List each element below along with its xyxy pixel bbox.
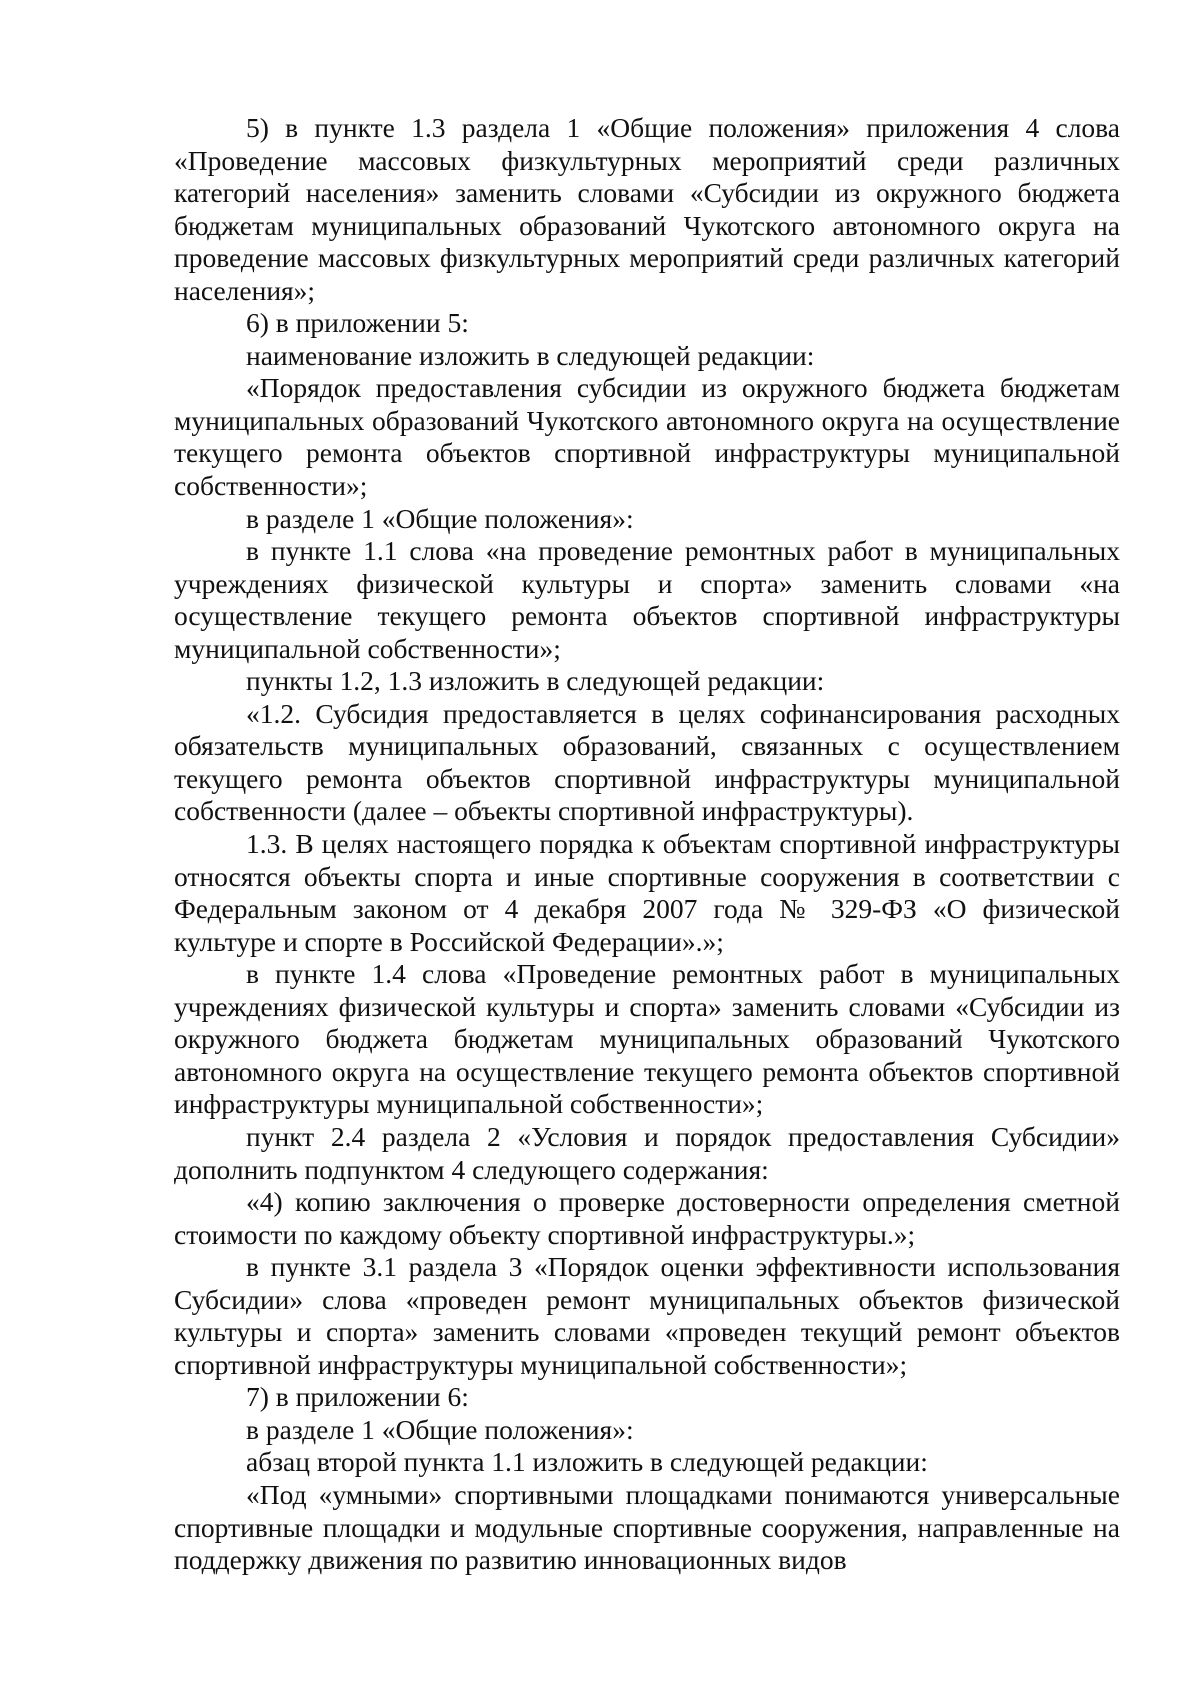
paragraph-item-1-4: в пункте 1.4 слова «Проведение ремонтных работ в муниципальных учреждениях физической культуры и спорта» заменить словами «Субсидии из окружного бюджета бюджетам муниципальных образований Чукотского автономного округа на осуществление текущего ремонта объектов спортивной инфраструктуры муниципальной собственности»; (174, 958, 1120, 1120)
paragraph-item-3-1: в пункте 3.1 раздела 3 «Порядок оценки эффективности использования Субсидии» слова «проведен ремонт муниципальных объектов физической культуры и спорта» заменить словами «проведен текущий ремонт объектов спортивной инфраструктуры муниципальной собственности»; (174, 1251, 1120, 1380)
paragraph-new-name: «Порядок предоставления субсидии из окружного бюджета бюджетам муниципальных образований Чукотского автономного округа на осуществление текущего ремонта объектов спортивной инфраструктуры муниципальной собственности»; (174, 372, 1120, 502)
paragraph-5-appendix-4: 5) в пункте 1.3 раздела 1 «Общие положения» приложения 4 слова «Проведение массовых физкультурных мероприятий среди различных категорий населения» заменить словами «Субсидии из окружного бюджета бюджетам муниципальных образований Чукотского автономного округа на проведение массовых физкультурных мероприятий среди различных категорий населения»; (174, 112, 1120, 306)
paragraph-section-1: в разделе 1 «Общие положения»: (246, 502, 634, 534)
paragraph-smart-playgrounds: «Под «умными» спортивными площадками понимаются универсальные спортивные площадки и модульные спортивные сооружения, направленные на поддержку движения по развитию инновационных видов (174, 1478, 1120, 1576)
paragraph-subitem-4-text: «4) копию заключения о проверке достоверности определения сметной стоимости по каждому объекту спортивной инфраструктуры.»; (174, 1186, 1120, 1250)
paragraph-item-1-3-text: 1.3. В целях настоящего порядка к объектам спортивной инфраструктуры относятся объекты спорта и иные спортивные сооружения в соответствии с Федеральным законом от 4 декабря 2007 года № 329-ФЗ «О физической культуре и спорте в Российской Федерации».»; (174, 828, 1120, 957)
paragraph-item-1-2-text: «1.2. Субсидия предоставляется в целях софинансирования расходных обязательств муниципальных образований, связанных с осуществлением текущего ремонта объектов спортивной инфраструктуры муниципальной собственности (далее – объекты спортивной инфраструктуры). (174, 697, 1120, 827)
paragraph-item-1-1-abzac: абзац второй пункта 1.1 изложить в следующей редакции: (246, 1446, 928, 1478)
paragraph-item-1-1: в пункте 1.1 слова «на проведение ремонтных работ в муниципальных учреждениях физической культуры и спорта» заменить словами «на осуществление текущего ремонта объектов спортивной инфраструктуры муниципальной собственности»; (174, 535, 1120, 664)
paragraph-name-change: наименование изложить в следующей редакции: (246, 339, 815, 371)
paragraph-section-1-appendix-6: в разделе 1 «Общие положения»: (246, 1413, 634, 1445)
document-body (174, 112, 1120, 1577)
paragraph-items-1-2-1-3: пункты 1.2, 1.3 изложить в следующей редакции: (246, 665, 825, 697)
paragraph-7-heading: 7) в приложении 6: (246, 1381, 469, 1413)
paragraph-item-2-4: пункт 2.4 раздела 2 «Условия и порядок предоставления Субсидии» дополнить подпунктом 4 следующего содержания: (174, 1120, 1120, 1185)
paragraph-6-heading: 6) в приложении 5: (246, 307, 469, 339)
